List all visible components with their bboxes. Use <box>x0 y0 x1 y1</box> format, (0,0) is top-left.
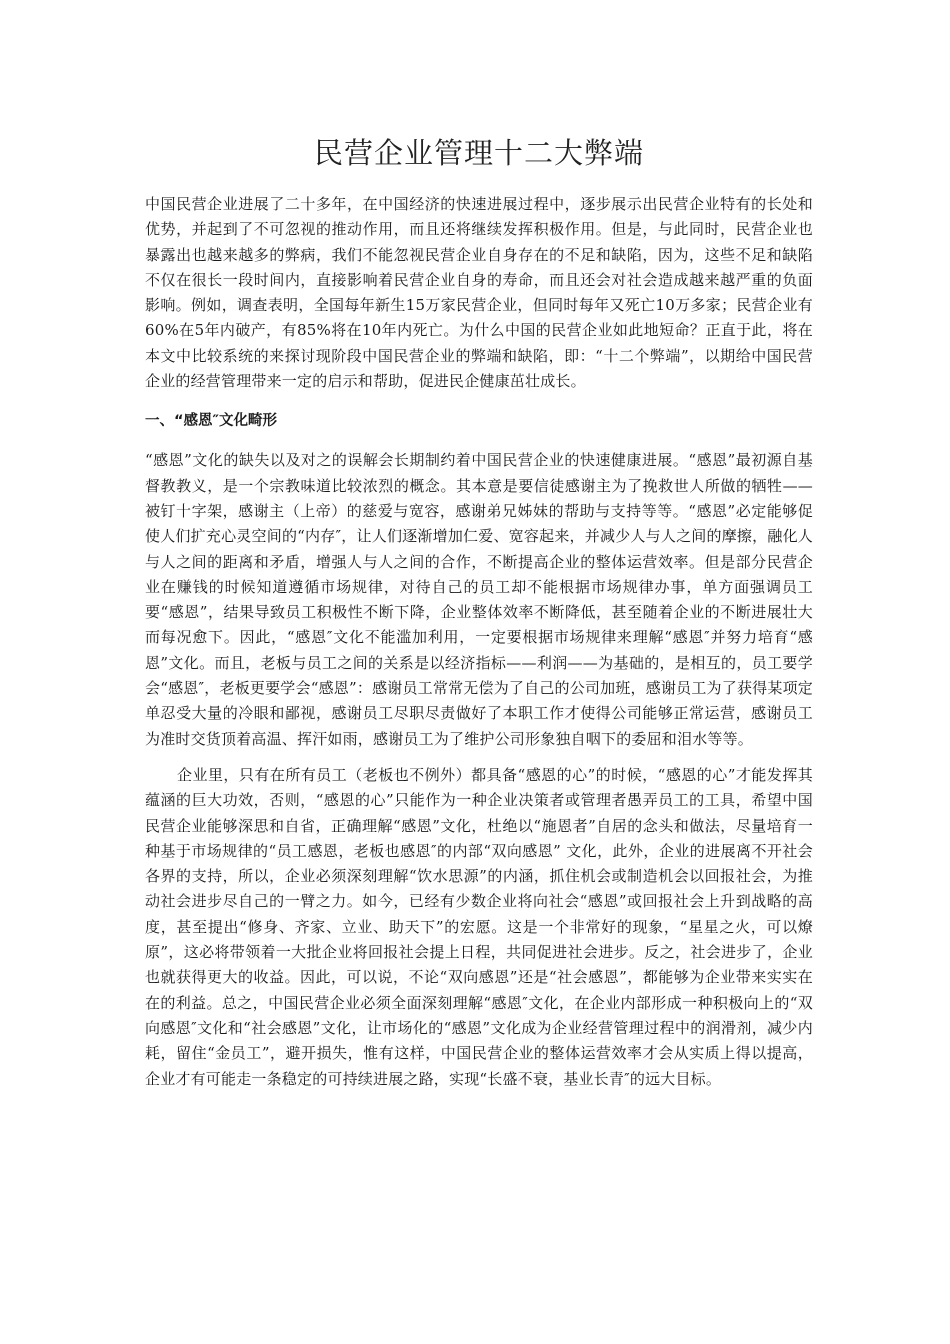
document-page <box>145 128 813 1092</box>
section-paragraph-1: “感恩”文化的缺失以及对之的误解会长期制约着中国民营企业的快速健康进展。“感恩”最初源自基督教教义，是一个宗教味道比较浓烈的概念。其本意是要信徒感谢主为了挽救世人所做的牺牲——被钉十字架，感谢主（上帝）的慈爱与宽容，感谢弟兄姊妹的帮助与支持等等。“感恩”必定能够促使人们扩充心灵空间的“内存″，让人们逐渐增加仁爱、宽容起来，并减少人与人之间的摩擦，融化人与人之间的距离和矛盾，增强人与人之间的合作，不断提高企业的整体运营效率。但是部分民营企业在赚钱的时候知道遵循市场规律，对待自己的员工却不能根据市场规律办事，单方面强调员工要“感恩”，结果导致员工积极性不断下降，企业整体效率不断降低，甚至随着企业的不断进展壮大而每况愈下。因此，“感恩″文化不能滥加利用，一定要根据市场规律来理解“感恩″并努力培育“感恩”文化。而且，老板与员工之间的关系是以经济指标——利润——为基础的，是相互的，员工要学会“感恩″，老板更要学会“感恩”：感谢员工常常无偿为了自己的公司加班，感谢员工为了获得某项定单忍受大量的冷眼和鄙视，感谢员工尽职尽责做好了本职工作才使得公司能够正常运营，感谢员工为准时交货顶着高温、挥汗如雨，感谢员工为了维护公司形象独自咽下的委屈和泪水等等。 <box>145 451 813 748</box>
section-paragraph-2: 企业里，只有在所有员工（老板也不例外）都具备“感恩的心”的时候，“感恩的心”才能发挥其蕴涵的巨大功效，否则，“感恩的心”只能作为一种企业决策者或管理者愚弄员工的工具，希望中国民营企业能够深思和自省，正确理解“感恩”文化，杜绝以“施恩者”自居的念头和做法，尽量培育一种基于市场规律的“员工感恩，老板也感恩″的内部“双向感恩” 文化，此外，企业的进展离不开社会各界的支持，所以，企业必须深刻理解“饮水思源”的内涵，抓住机会或制造机会以回报社会，为推动社会进步尽自己的一臂之力。如今，已经有少数企业将向社会“感恩”或回报社会上升到战略的高度，甚至提出“修身、齐家、立业、助天下”的宏愿。这是一个非常好的现象，“星星之火，可以燎原”，这必将带领着一大批企业将回报社会提上日程，共同促进社会进步。反之，社会进步了，企业也就获得更大的收益。因此，可以说，不论“双向感恩”还是“社会感恩”，都能够为企业带来实实在在的利益。总之，中国民营企业必须全面深刻理解“感恩″文化，在企业内部形成一种积极向上的“双向感恩″文化和“社会感恩”文化，让市场化的“感恩”文化成为企业经营管理过程中的润滑剂，减少内耗，留住“金员工”，避开损失，惟有这样，中国民营企业的整体运营效率才会从实质上得以提高，企业才有可能走一条稳定的可持续进展之路，实现“长盛不衰，基业长青″的远大目标。 <box>145 765 813 1088</box>
intro-paragraph: 中国民营企业进展了二十多年，在中国经济的快速进展过程中，逐步展示出民营企业特有的长处和优势，并起到了不可忽视的推动作用，而且还将继续发挥积极作用。但是，与此同时，民营企业也暴露出也越来越多的弊病，我们不能忽视民营企业自身存在的不足和缺陷，因为，这些不足和缺陷不仅在很长一段时间内，直接影响着民营企业自身的寿命，而且还会对社会造成越来越严重的负面影响。例如，调查表明，全国每年新生15万家民营企业，但同时每年又死亡10万多家；民营企业有60%在5年内破产，有85%将在10年内死亡。为什么中国的民营企业如此地短命？正直于此，将在本文中比较系统的来探讨现阶段中国民营企业的弊端和缺陷，即：“十二个弊端”，以期给中国民营企业的经营管理带来一定的启示和帮助，促进民企健康茁壮成长。 <box>145 195 813 391</box>
paragraph-gap <box>145 752 813 763</box>
document-title: 民营企业管理十二大弊端 <box>313 136 644 170</box>
section-heading: 一、“感恩″文化畸形 <box>145 413 278 430</box>
